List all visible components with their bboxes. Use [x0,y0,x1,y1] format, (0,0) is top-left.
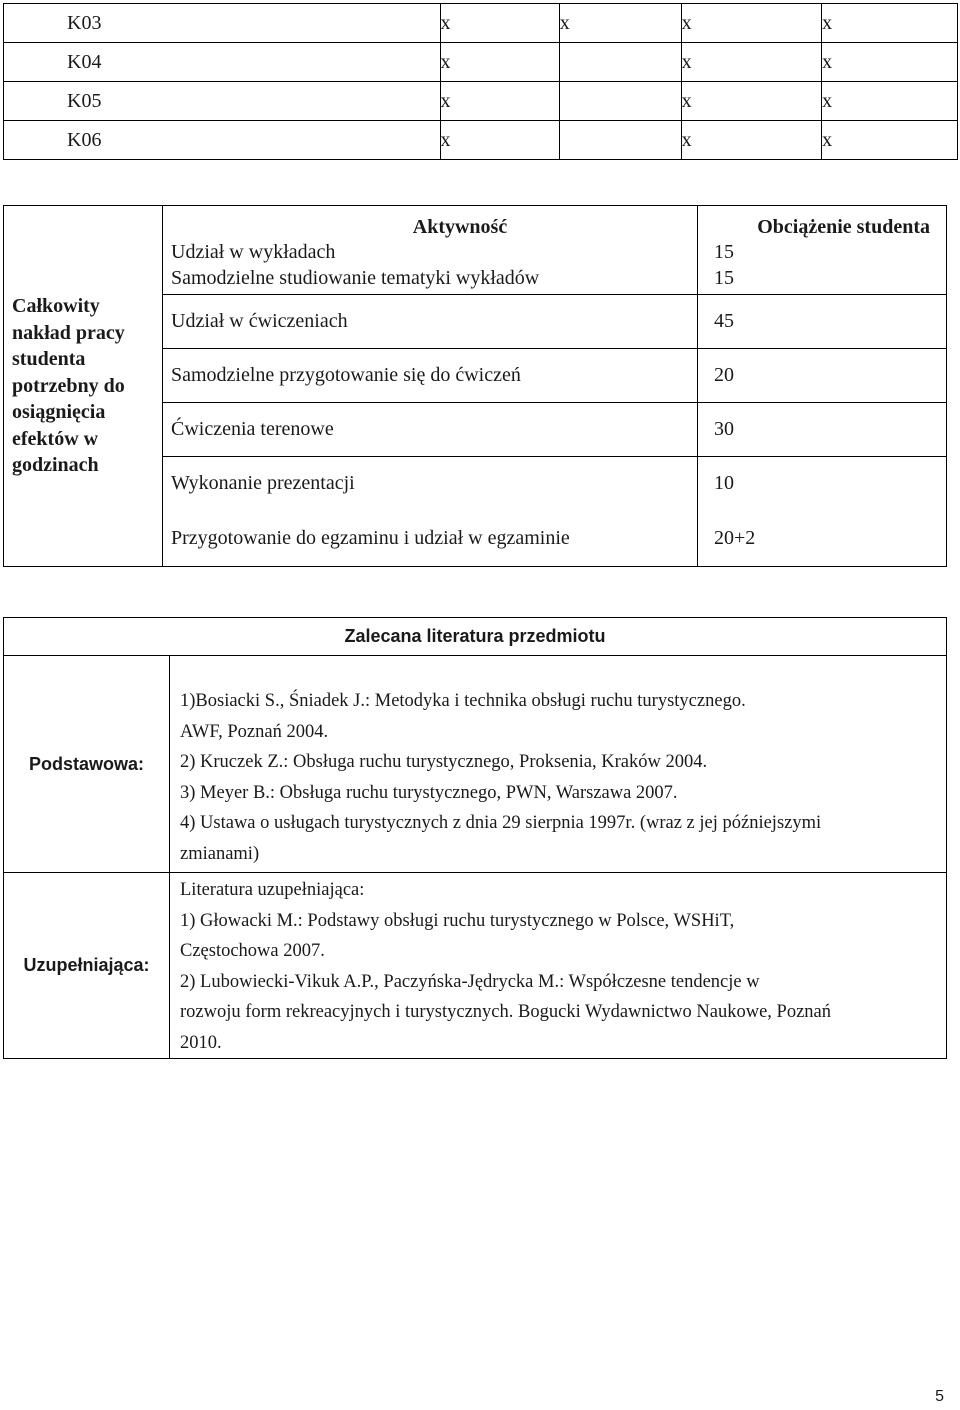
activity-cell: Udział w ćwiczeniach [163,295,698,349]
basic-literature-line: AWF, Poznań 2004. [180,721,329,742]
literature-title: Zalecana literatura przedmiotu [4,618,947,656]
header-load: Obciążenie studenta [698,206,947,239]
activity-cell: Wykonanie prezentacji [163,457,698,511]
effect-mark: x [822,4,958,43]
load-cell: 20+2 [698,511,947,567]
supplementary-literature-line: Literatura uzupełniająca: [180,880,365,900]
supplementary-literature-label: Uzupełniająca: [4,873,170,1059]
effect-code: K05 [4,82,441,121]
supplementary-literature-line: Częstochowa 2007. [180,941,325,961]
workload-table [3,205,947,567]
activity-cell: Ćwiczenia terenowe [163,403,698,457]
effect-mark [559,121,681,160]
effects-table [3,3,958,160]
effect-mark: x [822,82,958,121]
load-cell: 45 [698,295,947,349]
effect-mark [559,43,681,82]
load-cell: 10 [698,457,947,511]
basic-literature-line: 1)Bosiacki S., Śniadek J.: Metodyka i technika obsługi ruchu turystycznego. [180,691,746,711]
effect-mark: x [681,4,821,43]
supplementary-literature-line: rozwoju form rekreacyjnych i turystycznych. Bogucki Wydawnictwo Naukowe, Poznań [180,1002,831,1022]
supplementary-literature-line: 2) Lubowiecki-Vikuk A.P., Paczyńska-Jędrycka M.: Współczesne tendencje w [180,971,760,992]
load-cell: 20 [698,349,947,403]
basic-literature-line: 2) Kruczek Z.: Obsługa ruchu turystycznego, Proksenia, Kraków 2004. [180,752,708,772]
supplementary-literature-line: 2010. [180,1032,222,1053]
basic-literature-line: zmianami) [180,843,260,864]
supplementary-literature-content [170,873,947,1059]
effect-code: K06 [4,121,441,160]
header-activity: Aktywność [163,206,698,239]
effect-mark: x [559,4,681,43]
effects-row [4,82,958,121]
activity-cell: Udział w wykładach [163,239,698,267]
load-cell: 15 [698,267,947,295]
effect-mark [559,82,681,121]
effect-mark: x [440,4,559,43]
effect-mark: x [440,43,559,82]
effect-mark: x [681,82,821,121]
activity-cell: Przygotowanie do egzaminu i udział w egzaminie [163,511,698,567]
workload-side-label [4,206,163,567]
basic-literature-line: 3) Meyer B.: Obsługa ruchu turystycznego, PWN, Warszawa 2007. [180,782,678,803]
page-number: 5 [935,1388,944,1405]
effect-code: K03 [4,4,441,43]
basic-literature-label: Podstawowa: [4,656,170,873]
effect-mark: x [681,43,821,82]
basic-literature-content [170,656,947,873]
supplementary-literature-line: 1) Głowacki M.: Podstawy obsługi ruchu turystycznego w Polsce, WSHiT, [180,910,735,931]
activity-cell: Samodzielne studiowanie tematyki wykładów [163,267,698,295]
effect-mark: x [440,82,559,121]
literature-table [3,617,947,1059]
load-cell: 15 [698,239,947,267]
workload-side-label-text: Całkowity nakład pracy studenta potrzebny do osiągnięcia efektów w godzinach [12,295,125,477]
effect-mark: x [822,43,958,82]
activity-cell: Samodzielne przygotowanie się do ćwiczeń [163,349,698,403]
effect-mark: x [822,121,958,160]
effects-row [4,121,958,160]
effect-mark: x [440,121,559,160]
basic-literature-line: 4) Ustawa o usługach turystycznych z dnia 29 sierpnia 1997r. (wraz z jej późniejszymi [180,813,822,833]
load-cell: 30 [698,403,947,457]
effect-code: K04 [4,43,441,82]
effects-row [4,43,958,82]
effect-mark: x [681,121,821,160]
effects-row [4,4,958,43]
